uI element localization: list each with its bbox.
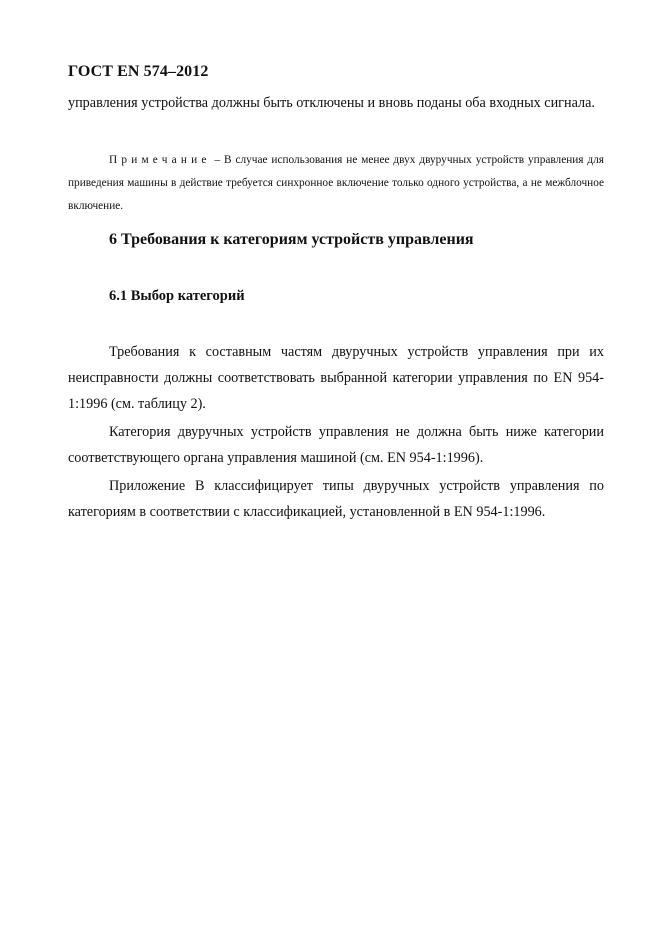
note-text: – В случае использования не менее двух двуручных устройств управления для приведения машины в действие требуется синхронное включение только одного устройства, а не межблочное включение. — [68, 154, 604, 212]
paragraph-requirements: Требования к составным частям двуручных устройств управления при их неисправности должны соответствовать выбранной категории управления по EN 954-1:1996 (см. таблицу 2). — [68, 344, 604, 412]
standard-header: ГОСТ EN 574–2012 — [68, 63, 209, 80]
paragraph-category: Категория двуручных устройств управления не должна быть ниже категории соответствующего органа управления машиной (см. EN 954-1:1996). — [68, 424, 604, 466]
note-paragraph — [68, 149, 604, 218]
section-heading: 6 Требования к категориям устройств управления — [109, 231, 474, 248]
paragraph-appendix: Приложение В классифицирует типы двуручных устройств управления по категориям в соответствии с классификацией, установленной в EN 954-1:1996. — [68, 478, 604, 520]
note-label: Примечание — [109, 154, 211, 166]
continuation-paragraph: управления устройства должны быть отключены и вновь поданы оба входных сигнала. — [68, 95, 595, 111]
subsection-heading: 6.1 Выбор категорий — [109, 288, 245, 304]
